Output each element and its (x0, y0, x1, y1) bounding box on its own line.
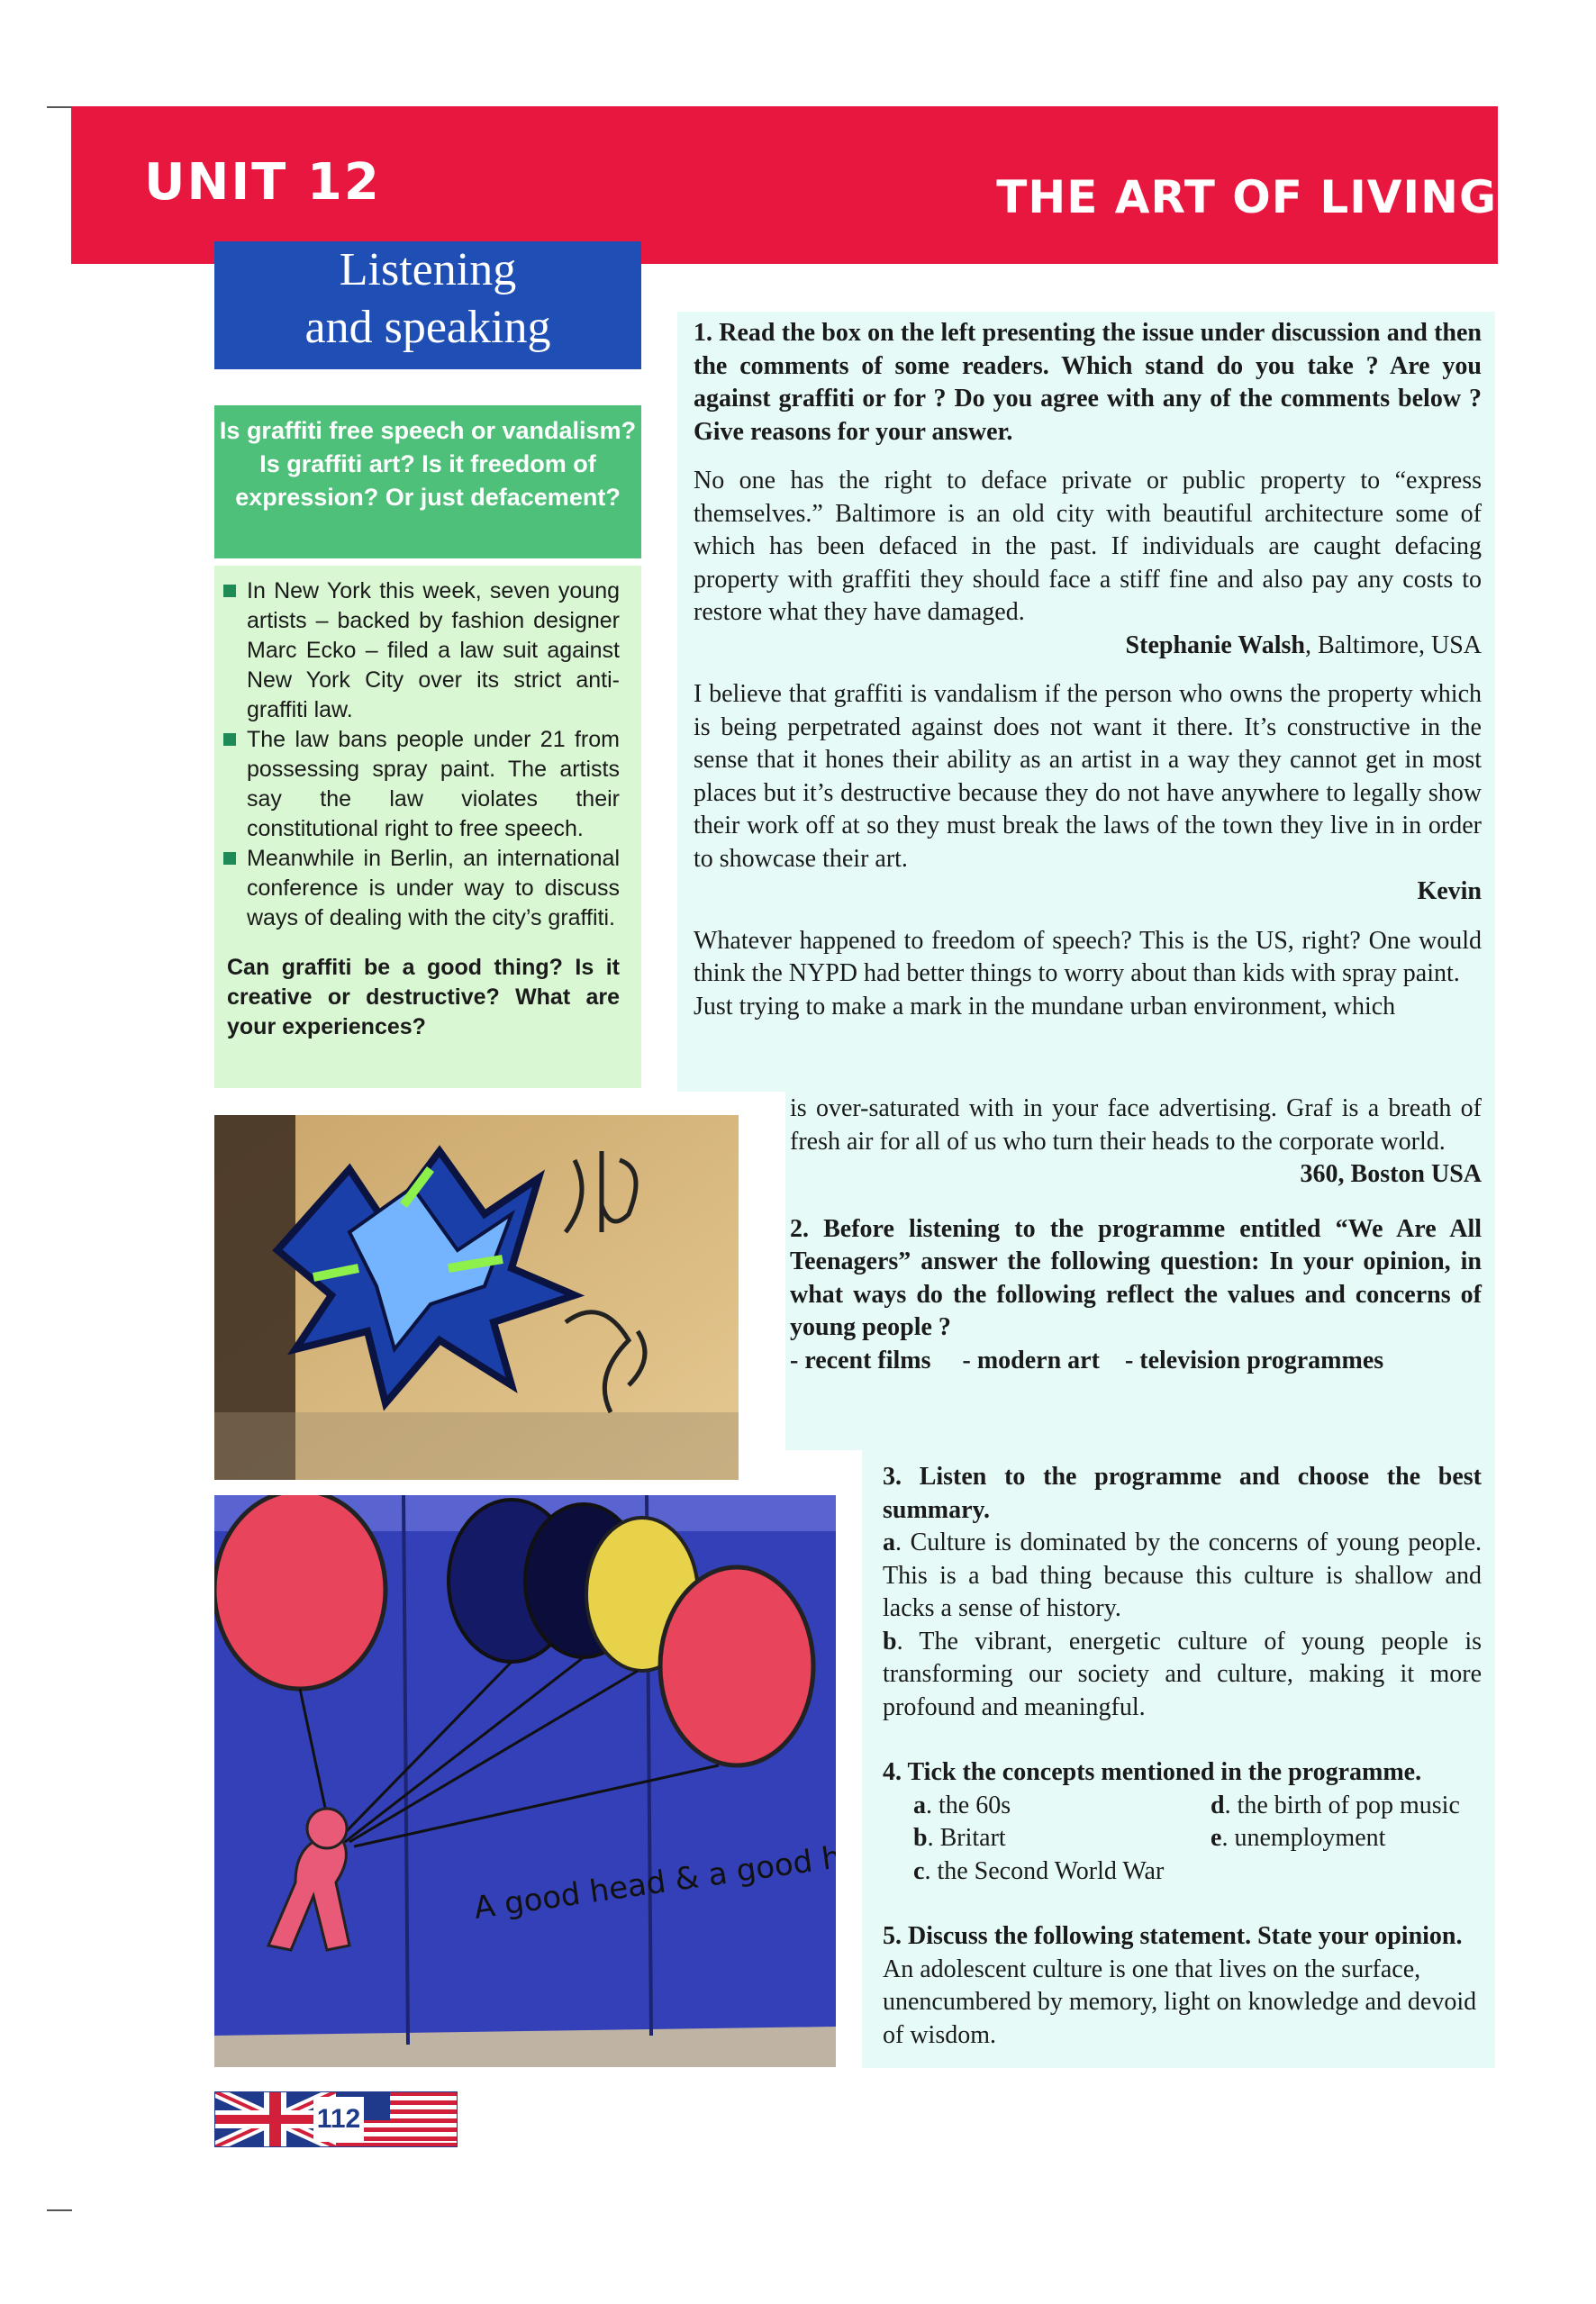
ex5-instruction: 5. Discuss the following statement. State your opinion. (883, 1922, 1463, 1950)
balloon-mural-photo (214, 1495, 836, 2067)
ex4-option[interactable]: c. the Second World War (913, 1856, 1165, 1885)
comment-1-text: No one has the right to deface private or public property to “express themselves.” Baltimore is an old city with beautiful architecture some of which has been defaced in the past. If individuals are caught defacing property with graffiti they should face a stiff fine and also pay any costs to restore what they have damaged. (694, 467, 1482, 626)
comment-3-text: is over-saturated with in your face advertising. Graf is a breath of fresh air for all of us who turn their heads to the corporate world. (790, 1094, 1482, 1156)
issue-question-box: Is graffiti free speech or vandalism? Is graffiti art? Is it freedom of expression? Or just defacement? (214, 405, 641, 558)
ex3-option-b: b. The vibrant, energetic culture of young people is transforming our society and culture, making it more profound and meaningful. (883, 1627, 1482, 1721)
exercise-1 (694, 317, 1482, 1023)
comment-3-text: Just trying to make a mark in the mundane urban environment, which (694, 992, 1396, 1020)
comment-2-text: I believe that graffiti is vandalism if the person who owns the property which is being perpetrated against does not want it there. It’s constructive in the sense that it hones their ability as an artist in a way they cannot get in most places but it’s destructive because they do not have anywhere to legally show their work off at so they must break the laws of the town they live in in order to showcase their art. (694, 680, 1482, 873)
bullet-square-icon (223, 585, 236, 597)
crop-mark (47, 106, 72, 108)
section-heading-line2: and speaking (304, 302, 551, 353)
news-bullet (223, 844, 620, 933)
page-number: 112 (313, 2097, 364, 2142)
ex2-instruction: 2. Before listening to the programme entitled “We Are All Teenagers” answer the following question: In your opinion, in what ways do the following reflect the values and concerns of young people ? (790, 1214, 1482, 1341)
comment-1-author: Stephanie Walsh, Baltimore, USA (1125, 630, 1482, 659)
issue-news-box (214, 566, 641, 1088)
discussion-question: Can graffiti be a good thing? Is it creative or destructive? What are your experiences? (227, 955, 620, 1039)
ex1-instruction: 1. Read the box on the left presenting the issue under discussion and then the comments of some readers. Which stand do you take ? Are you against graffiti or for ? Do you agree with any of the comments below ? Give reasons for your answer. (694, 319, 1482, 446)
ex4-option[interactable]: e. unemployment (1211, 1824, 1386, 1852)
section-heading-line1: Listening (339, 244, 517, 295)
ex4-options (883, 1790, 1482, 1889)
news-bullet-text: The law bans people under 21 from possessing spray paint. The artists say the law violates their constitutional right to free speech. (247, 727, 620, 841)
comment-3-author: 360, Boston USA (1300, 1160, 1482, 1188)
exercises-3-5 (883, 1461, 1482, 2052)
ex4-option[interactable]: b. Britart (913, 1824, 1006, 1852)
ex4-option[interactable]: d. the birth of pop music (1211, 1791, 1460, 1819)
bullet-square-icon (223, 733, 236, 746)
ex4-option[interactable]: a. the 60s (913, 1791, 1011, 1819)
ex4-instruction: 4. Tick the concepts mentioned in the programme. (883, 1758, 1422, 1786)
comment-2-author: Kevin (1417, 877, 1482, 905)
ex5-statement: An adolescent culture is one that lives on the surface, unencumbered by memory, light on knowledge and devoid of wisdom. (883, 1955, 1477, 2049)
exercise-1-cont (790, 1093, 1482, 1377)
ex2-options: - recent films - modern art - television programmes (790, 1346, 1384, 1374)
news-bullet (223, 725, 620, 844)
ex3-instruction: 3. Listen to the programme and choose the best summary. (883, 1463, 1482, 1524)
section-heading (214, 241, 641, 369)
news-bullet-text: In New York this week, seven young artists – backed by fashion designer Marc Ecko – filed a law suit against New York City over its strict anti-graffiti law. (247, 578, 620, 722)
unit-title: THE ART OF LIVING (996, 171, 1497, 223)
graffiti-wall-photo (214, 1115, 739, 1480)
unit-number: UNIT 12 (144, 153, 381, 212)
bullet-square-icon (223, 852, 236, 865)
crop-mark (47, 2209, 72, 2211)
news-bullet (223, 576, 620, 725)
ex3-option-a: a. Culture is dominated by the concerns of young people. This is a bad thing because this culture is shallow and lacks a sense of history. (883, 1528, 1482, 1622)
news-bullet-text: Meanwhile in Berlin, an international conference is under way to discuss ways of dealing with the city’s graffiti. (247, 846, 620, 930)
comment-3-text: Whatever happened to freedom of speech? This is the US, right? One would think the NYPD had better things to worry about than kids with spray paint. (694, 926, 1482, 987)
